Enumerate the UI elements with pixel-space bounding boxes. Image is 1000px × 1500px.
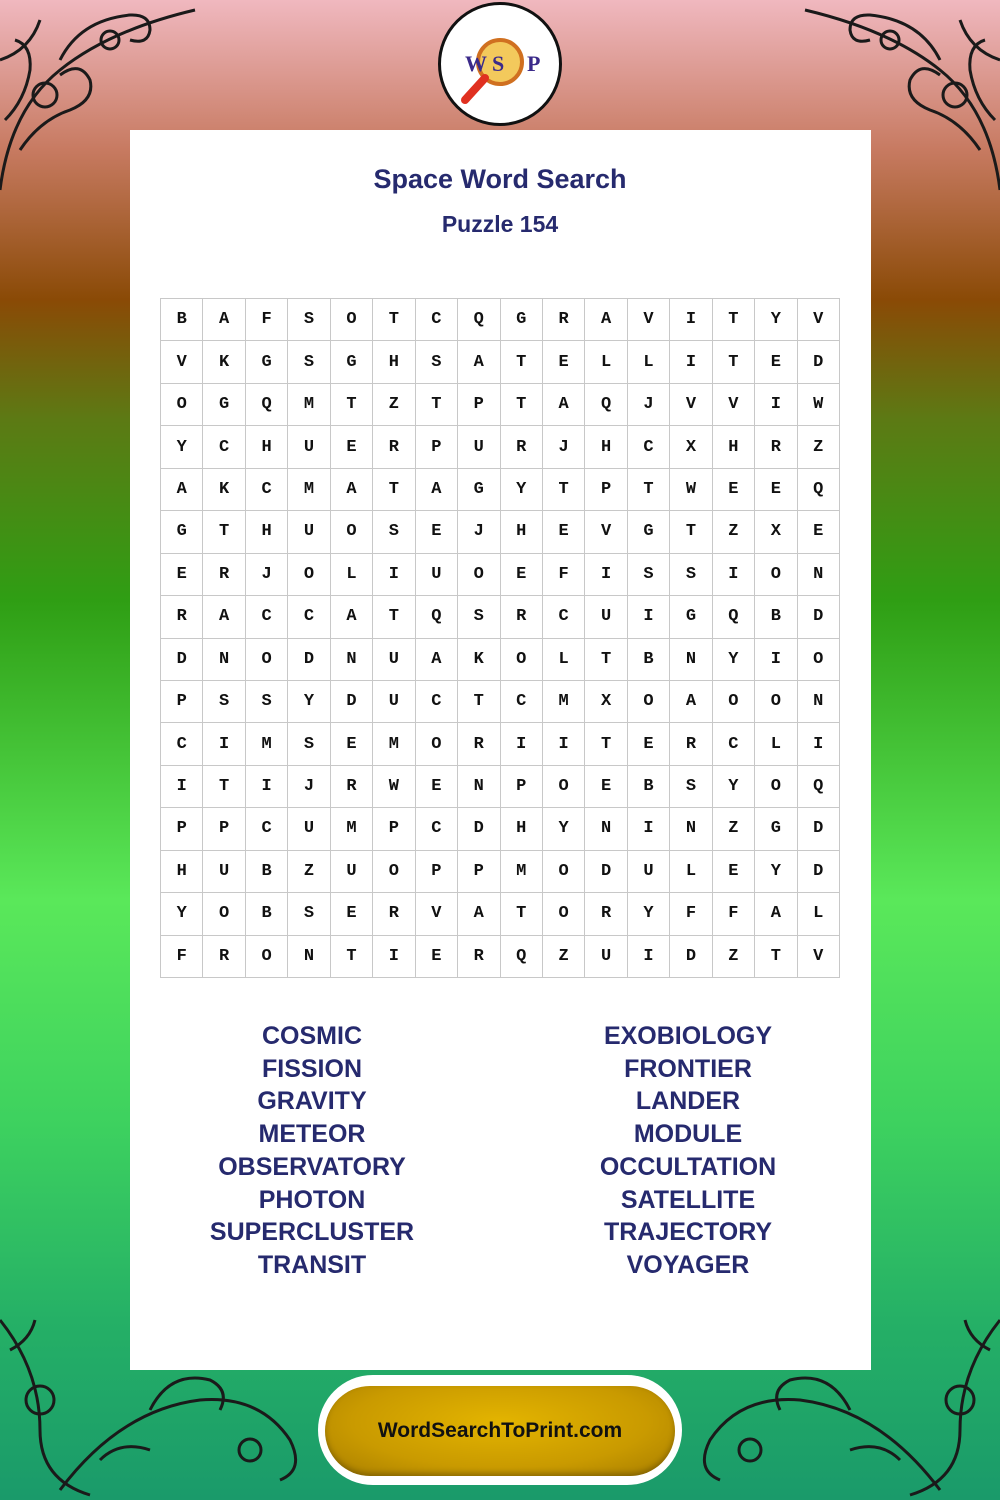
- grid-cell[interactable]: U: [288, 511, 330, 553]
- grid-cell[interactable]: O: [246, 639, 288, 681]
- word-list-item: FISSION: [261, 1054, 362, 1083]
- grid-cell[interactable]: O: [628, 681, 670, 723]
- grid-cell[interactable]: I: [670, 299, 712, 341]
- word-list-left: [162, 1020, 462, 1282]
- grid-cell[interactable]: H: [713, 426, 755, 468]
- grid-cell[interactable]: R: [161, 596, 203, 638]
- grid-cell[interactable]: T: [585, 639, 627, 681]
- grid-cell[interactable]: B: [161, 299, 203, 341]
- grid-cell[interactable]: F: [543, 554, 585, 596]
- grid-cell[interactable]: C: [246, 596, 288, 638]
- grid-cell[interactable]: T: [501, 384, 543, 426]
- grid-cell[interactable]: Z: [288, 851, 330, 893]
- grid-cell[interactable]: S: [458, 596, 500, 638]
- grid-cell[interactable]: C: [203, 426, 245, 468]
- grid-cell[interactable]: R: [203, 936, 245, 978]
- grid-cell[interactable]: S: [416, 341, 458, 383]
- grid-cell[interactable]: A: [755, 893, 797, 935]
- grid-cell[interactable]: F: [246, 299, 288, 341]
- grid-cell[interactable]: E: [798, 511, 840, 553]
- word-list-item: FRONTIER: [624, 1054, 752, 1083]
- grid-cell[interactable]: W: [798, 384, 840, 426]
- grid-cell[interactable]: D: [585, 851, 627, 893]
- grid-cell[interactable]: T: [755, 936, 797, 978]
- grid-cell[interactable]: I: [203, 723, 245, 765]
- grid-cell[interactable]: Q: [713, 596, 755, 638]
- grid-cell[interactable]: E: [416, 766, 458, 808]
- grid-cell[interactable]: V: [670, 384, 712, 426]
- grid-cell[interactable]: P: [458, 851, 500, 893]
- grid-cell[interactable]: K: [203, 341, 245, 383]
- grid-cell[interactable]: R: [585, 893, 627, 935]
- grid-cell[interactable]: V: [798, 299, 840, 341]
- grid-cell[interactable]: U: [585, 596, 627, 638]
- grid-cell[interactable]: O: [331, 299, 373, 341]
- grid-cell[interactable]: U: [416, 554, 458, 596]
- grid-cell[interactable]: T: [713, 299, 755, 341]
- grid-cell[interactable]: D: [798, 596, 840, 638]
- grid-cell[interactable]: C: [161, 723, 203, 765]
- grid-cell[interactable]: Y: [755, 299, 797, 341]
- grid-cell[interactable]: I: [373, 554, 415, 596]
- grid-cell[interactable]: I: [670, 341, 712, 383]
- grid-cell[interactable]: A: [458, 341, 500, 383]
- grid-cell[interactable]: I: [628, 936, 670, 978]
- grid-cell[interactable]: C: [543, 596, 585, 638]
- grid-cell[interactable]: N: [670, 639, 712, 681]
- grid-cell[interactable]: X: [670, 426, 712, 468]
- grid-cell[interactable]: Z: [713, 808, 755, 850]
- grid-cell[interactable]: M: [543, 681, 585, 723]
- grid-cell[interactable]: N: [798, 554, 840, 596]
- grid-cell[interactable]: R: [501, 426, 543, 468]
- word-list-item: TRAJECTORY: [603, 1218, 773, 1247]
- grid-cell[interactable]: L: [755, 723, 797, 765]
- grid-cell[interactable]: F: [670, 893, 712, 935]
- grid-cell[interactable]: R: [458, 723, 500, 765]
- grid-cell[interactable]: G: [628, 511, 670, 553]
- grid-cell[interactable]: P: [585, 469, 627, 511]
- grid-cell[interactable]: Q: [585, 384, 627, 426]
- grid-cell[interactable]: S: [670, 766, 712, 808]
- grid-cell[interactable]: V: [798, 936, 840, 978]
- grid-cell[interactable]: H: [246, 511, 288, 553]
- logo-letter-s: S: [492, 51, 505, 76]
- grid-cell[interactable]: L: [670, 851, 712, 893]
- grid-cell[interactable]: B: [755, 596, 797, 638]
- grid-cell[interactable]: A: [161, 469, 203, 511]
- grid-cell[interactable]: I: [373, 936, 415, 978]
- word-list-item: OBSERVATORY: [218, 1152, 406, 1181]
- grid-cell[interactable]: H: [501, 511, 543, 553]
- grid-cell[interactable]: X: [755, 511, 797, 553]
- grid-cell[interactable]: Y: [161, 893, 203, 935]
- grid-cell[interactable]: U: [331, 851, 373, 893]
- site-link[interactable]: WordSearchToPrint.com: [325, 1386, 675, 1476]
- grid-cell[interactable]: I: [585, 554, 627, 596]
- grid-cell[interactable]: T: [501, 893, 543, 935]
- grid-cell[interactable]: Z: [713, 936, 755, 978]
- grid-cell[interactable]: O: [331, 511, 373, 553]
- grid-cell[interactable]: V: [713, 384, 755, 426]
- grid-cell[interactable]: C: [416, 808, 458, 850]
- word-list-item: PHOTON: [258, 1185, 366, 1214]
- grid-cell[interactable]: D: [670, 936, 712, 978]
- grid-cell[interactable]: G: [501, 299, 543, 341]
- grid-cell[interactable]: Y: [628, 893, 670, 935]
- grid-cell[interactable]: O: [755, 554, 797, 596]
- grid-cell[interactable]: M: [501, 851, 543, 893]
- grid-cell[interactable]: G: [458, 469, 500, 511]
- grid-cell[interactable]: V: [416, 893, 458, 935]
- grid-cell[interactable]: U: [458, 426, 500, 468]
- grid-cell[interactable]: I: [543, 723, 585, 765]
- grid-cell[interactable]: P: [373, 808, 415, 850]
- word-list-item: OCCULTATION: [599, 1152, 777, 1181]
- grid-cell[interactable]: O: [373, 851, 415, 893]
- grid-cell[interactable]: J: [458, 511, 500, 553]
- grid-cell[interactable]: O: [203, 893, 245, 935]
- grid-cell[interactable]: B: [628, 639, 670, 681]
- grid-cell[interactable]: R: [501, 596, 543, 638]
- grid-cell[interactable]: T: [585, 723, 627, 765]
- grid-cell[interactable]: B: [246, 893, 288, 935]
- grid-cell[interactable]: P: [161, 681, 203, 723]
- grid-cell[interactable]: A: [203, 596, 245, 638]
- grid-cell[interactable]: U: [288, 426, 330, 468]
- grid-cell[interactable]: G: [246, 341, 288, 383]
- grid-cell[interactable]: E: [755, 469, 797, 511]
- word-list-item: GRAVITY: [257, 1087, 367, 1116]
- grid-cell[interactable]: E: [331, 723, 373, 765]
- grid-cell[interactable]: Y: [543, 808, 585, 850]
- grid-cell[interactable]: D: [331, 681, 373, 723]
- grid-cell[interactable]: Q: [246, 384, 288, 426]
- grid-cell[interactable]: J: [246, 554, 288, 596]
- grid-cell[interactable]: S: [203, 681, 245, 723]
- grid-cell[interactable]: N: [458, 766, 500, 808]
- grid-cell[interactable]: S: [246, 681, 288, 723]
- grid-cell[interactable]: R: [755, 426, 797, 468]
- grid-cell[interactable]: O: [755, 681, 797, 723]
- grid-cell[interactable]: T: [628, 469, 670, 511]
- grid-cell[interactable]: I: [246, 766, 288, 808]
- grid-cell[interactable]: G: [161, 511, 203, 553]
- grid-cell[interactable]: P: [161, 808, 203, 850]
- grid-cell[interactable]: E: [585, 766, 627, 808]
- grid-cell[interactable]: U: [288, 808, 330, 850]
- grid-cell[interactable]: D: [161, 639, 203, 681]
- grid-cell[interactable]: A: [585, 299, 627, 341]
- grid-cell[interactable]: O: [501, 639, 543, 681]
- grid-cell[interactable]: N: [288, 936, 330, 978]
- grid-cell[interactable]: T: [670, 511, 712, 553]
- magnifier-handle-icon: [465, 78, 485, 100]
- grid-cell[interactable]: H: [161, 851, 203, 893]
- grid-cell[interactable]: L: [628, 341, 670, 383]
- grid-cell[interactable]: N: [670, 808, 712, 850]
- grid-cell[interactable]: B: [246, 851, 288, 893]
- grid-cell[interactable]: R: [458, 936, 500, 978]
- grid-cell[interactable]: Q: [501, 936, 543, 978]
- grid-cell[interactable]: O: [288, 554, 330, 596]
- grid-cell[interactable]: L: [543, 639, 585, 681]
- grid-cell[interactable]: P: [416, 426, 458, 468]
- grid-cell[interactable]: H: [585, 426, 627, 468]
- grid-cell[interactable]: B: [628, 766, 670, 808]
- word-list-right: [538, 1020, 838, 1282]
- word-list-item: EXOBIOLOGY: [603, 1022, 773, 1050]
- grid-cell[interactable]: E: [713, 469, 755, 511]
- grid-cell[interactable]: V: [585, 511, 627, 553]
- grid-cell[interactable]: A: [203, 299, 245, 341]
- grid-cell[interactable]: T: [416, 384, 458, 426]
- grid-cell[interactable]: C: [416, 299, 458, 341]
- grid-cell[interactable]: S: [288, 723, 330, 765]
- grid-cell[interactable]: O: [161, 384, 203, 426]
- grid-cell[interactable]: A: [416, 469, 458, 511]
- grid-cell[interactable]: Y: [288, 681, 330, 723]
- grid-cell[interactable]: A: [458, 893, 500, 935]
- grid-cell[interactable]: T: [713, 341, 755, 383]
- grid-cell[interactable]: O: [246, 936, 288, 978]
- grid-cell[interactable]: P: [501, 766, 543, 808]
- grid-cell[interactable]: R: [373, 893, 415, 935]
- grid-cell[interactable]: N: [798, 681, 840, 723]
- grid-cell[interactable]: S: [288, 341, 330, 383]
- word-list-item: MODULE: [633, 1120, 743, 1149]
- grid-cell[interactable]: W: [373, 766, 415, 808]
- grid-cell[interactable]: E: [416, 936, 458, 978]
- grid-cell[interactable]: Z: [543, 936, 585, 978]
- grid-cell[interactable]: H: [373, 341, 415, 383]
- grid-cell[interactable]: T: [331, 384, 373, 426]
- grid-cell[interactable]: N: [203, 639, 245, 681]
- grid-cell[interactable]: K: [458, 639, 500, 681]
- word-list-item: SUPERCLUSTER: [209, 1218, 415, 1247]
- word-list-item: LANDER: [635, 1087, 741, 1116]
- logo-letter-p: P: [527, 51, 541, 76]
- grid-cell[interactable]: P: [458, 384, 500, 426]
- grid-cell[interactable]: M: [373, 723, 415, 765]
- grid-cell[interactable]: I: [161, 766, 203, 808]
- grid-cell[interactable]: R: [331, 766, 373, 808]
- grid-cell[interactable]: A: [416, 639, 458, 681]
- grid-cell[interactable]: N: [585, 808, 627, 850]
- grid-cell[interactable]: Z: [373, 384, 415, 426]
- logo-letter-w: W: [465, 51, 487, 76]
- grid-cell[interactable]: Z: [713, 511, 755, 553]
- grid-cell[interactable]: E: [713, 851, 755, 893]
- grid-cell[interactable]: Q: [416, 596, 458, 638]
- grid-cell[interactable]: O: [543, 851, 585, 893]
- grid-cell[interactable]: Q: [458, 299, 500, 341]
- grid-cell[interactable]: Y: [161, 426, 203, 468]
- grid-cell[interactable]: T: [458, 681, 500, 723]
- grid-cell[interactable]: N: [331, 639, 373, 681]
- grid-cell[interactable]: T: [373, 596, 415, 638]
- grid-cell[interactable]: R: [373, 426, 415, 468]
- grid-cell[interactable]: C: [416, 681, 458, 723]
- grid-cell[interactable]: M: [288, 469, 330, 511]
- word-list-item: COSMIC: [262, 1022, 362, 1050]
- grid-cell[interactable]: G: [755, 808, 797, 850]
- grid-cell[interactable]: I: [628, 808, 670, 850]
- grid-cell[interactable]: C: [246, 808, 288, 850]
- grid-cell[interactable]: D: [798, 851, 840, 893]
- grid-cell[interactable]: Q: [798, 766, 840, 808]
- grid-cell[interactable]: U: [585, 936, 627, 978]
- grid-cell[interactable]: C: [501, 681, 543, 723]
- puzzle-number: Puzzle 154: [441, 211, 559, 237]
- grid-cell[interactable]: Z: [798, 426, 840, 468]
- grid-cell[interactable]: T: [203, 511, 245, 553]
- grid-cell[interactable]: I: [755, 384, 797, 426]
- grid-cell[interactable]: I: [798, 723, 840, 765]
- grid-cell[interactable]: E: [501, 554, 543, 596]
- grid-cell[interactable]: E: [543, 341, 585, 383]
- grid-cell[interactable]: D: [798, 808, 840, 850]
- grid-cell[interactable]: P: [416, 851, 458, 893]
- grid-cell[interactable]: I: [628, 596, 670, 638]
- grid-cell[interactable]: G: [670, 596, 712, 638]
- wsp-logo: [438, 2, 562, 126]
- grid-cell[interactable]: F: [161, 936, 203, 978]
- grid-cell[interactable]: U: [628, 851, 670, 893]
- grid-cell[interactable]: A: [543, 384, 585, 426]
- grid-cell[interactable]: A: [331, 469, 373, 511]
- grid-cell[interactable]: M: [288, 384, 330, 426]
- grid-cell[interactable]: O: [458, 554, 500, 596]
- grid-cell[interactable]: Y: [755, 851, 797, 893]
- grid-cell[interactable]: D: [798, 341, 840, 383]
- word-list-item: VOYAGER: [626, 1250, 750, 1279]
- grid-cell[interactable]: W: [670, 469, 712, 511]
- grid-cell[interactable]: V: [628, 299, 670, 341]
- grid-cell[interactable]: O: [543, 766, 585, 808]
- grid-cell[interactable]: E: [416, 511, 458, 553]
- grid-cell[interactable]: I: [713, 554, 755, 596]
- grid-cell[interactable]: K: [203, 469, 245, 511]
- letter-grid: [160, 298, 840, 978]
- grid-cell[interactable]: R: [203, 554, 245, 596]
- grid-cell[interactable]: L: [585, 341, 627, 383]
- grid-cell[interactable]: T: [203, 766, 245, 808]
- grid-cell[interactable]: H: [501, 808, 543, 850]
- grid-cell[interactable]: S: [288, 893, 330, 935]
- grid-cell[interactable]: C: [288, 596, 330, 638]
- grid-cell[interactable]: V: [161, 341, 203, 383]
- grid-cell[interactable]: J: [288, 766, 330, 808]
- grid-cell[interactable]: C: [246, 469, 288, 511]
- grid-cell[interactable]: L: [798, 893, 840, 935]
- grid-cell[interactable]: J: [628, 384, 670, 426]
- grid-cell[interactable]: U: [373, 681, 415, 723]
- grid-cell[interactable]: E: [161, 554, 203, 596]
- grid-cell[interactable]: O: [416, 723, 458, 765]
- grid-cell[interactable]: E: [628, 723, 670, 765]
- grid-cell[interactable]: O: [798, 639, 840, 681]
- grid-cell[interactable]: O: [713, 681, 755, 723]
- grid-cell[interactable]: I: [755, 639, 797, 681]
- grid-cell[interactable]: H: [246, 426, 288, 468]
- grid-cell[interactable]: S: [670, 554, 712, 596]
- grid-cell[interactable]: L: [331, 554, 373, 596]
- grid-cell[interactable]: E: [543, 511, 585, 553]
- grid-cell[interactable]: C: [713, 723, 755, 765]
- grid-cell[interactable]: E: [755, 341, 797, 383]
- grid-cell[interactable]: Q: [798, 469, 840, 511]
- grid-cell[interactable]: S: [628, 554, 670, 596]
- word-list-item: SATELLITE: [620, 1185, 756, 1214]
- grid-cell[interactable]: D: [458, 808, 500, 850]
- grid-cell[interactable]: O: [543, 893, 585, 935]
- grid-cell[interactable]: D: [288, 639, 330, 681]
- grid-cell[interactable]: F: [713, 893, 755, 935]
- grid-cell[interactable]: C: [628, 426, 670, 468]
- grid-cell[interactable]: E: [331, 893, 373, 935]
- word-list-item: TRANSIT: [257, 1250, 367, 1279]
- grid-cell[interactable]: Y: [713, 639, 755, 681]
- grid-cell[interactable]: I: [501, 723, 543, 765]
- grid-cell[interactable]: M: [246, 723, 288, 765]
- grid-cell[interactable]: E: [331, 426, 373, 468]
- grid-cell[interactable]: P: [203, 808, 245, 850]
- grid-cell[interactable]: X: [585, 681, 627, 723]
- grid-cell[interactable]: G: [203, 384, 245, 426]
- grid-cell[interactable]: U: [203, 851, 245, 893]
- grid-cell[interactable]: T: [373, 299, 415, 341]
- grid-cell[interactable]: S: [288, 299, 330, 341]
- grid-cell[interactable]: O: [755, 766, 797, 808]
- grid-cell[interactable]: A: [670, 681, 712, 723]
- word-list-item: METEOR: [258, 1120, 366, 1149]
- grid-cell[interactable]: G: [331, 341, 373, 383]
- grid-cell[interactable]: Y: [501, 469, 543, 511]
- grid-cell[interactable]: S: [373, 511, 415, 553]
- page-title: Space Word Search: [373, 164, 627, 194]
- grid-cell[interactable]: J: [543, 426, 585, 468]
- grid-cell[interactable]: R: [543, 299, 585, 341]
- grid-cell[interactable]: Y: [713, 766, 755, 808]
- grid-cell[interactable]: U: [373, 639, 415, 681]
- grid-cell[interactable]: A: [331, 596, 373, 638]
- grid-cell[interactable]: M: [331, 808, 373, 850]
- grid-cell[interactable]: T: [543, 469, 585, 511]
- grid-cell[interactable]: T: [331, 936, 373, 978]
- grid-cell[interactable]: T: [501, 341, 543, 383]
- grid-cell[interactable]: T: [373, 469, 415, 511]
- grid-cell[interactable]: R: [670, 723, 712, 765]
